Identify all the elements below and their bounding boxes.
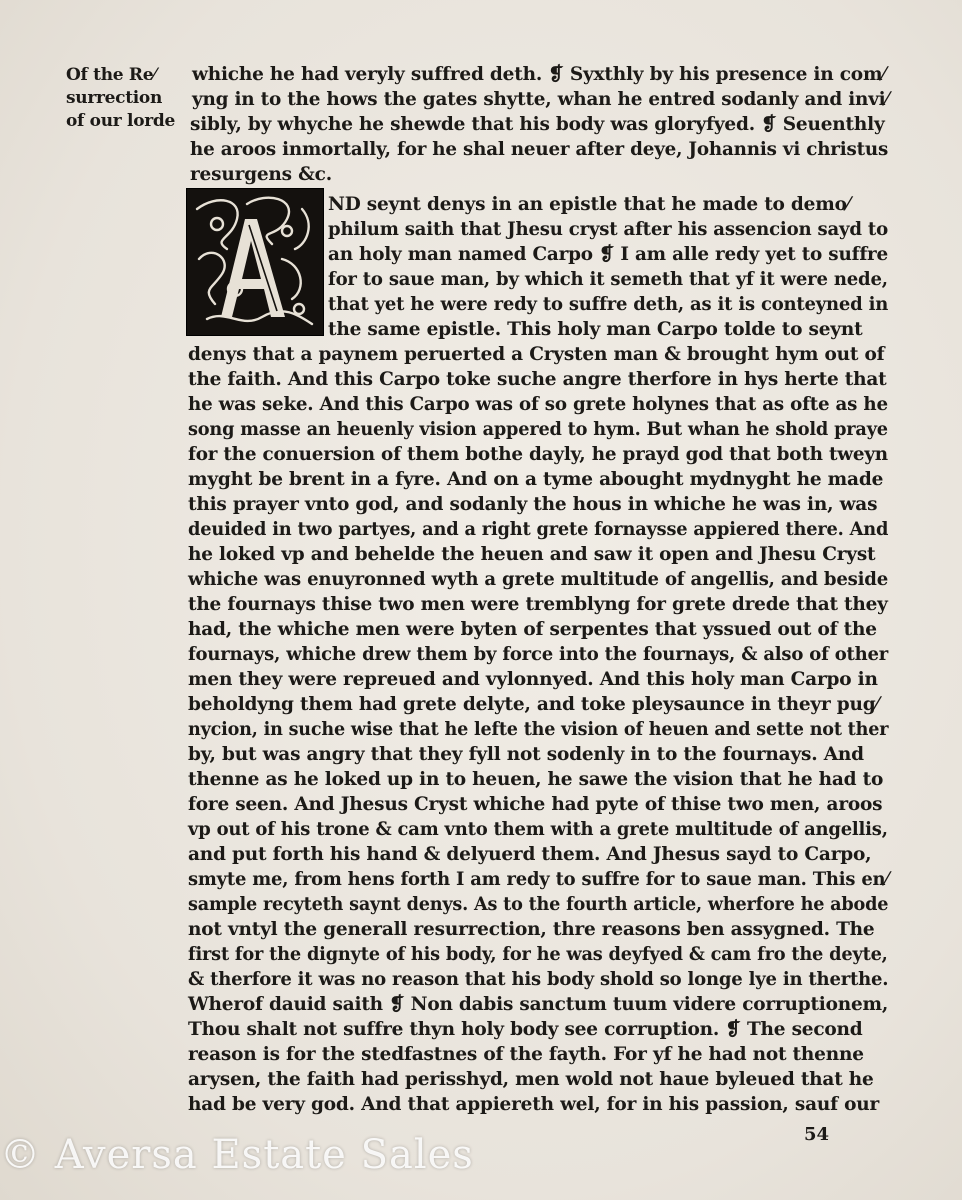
text-line: & therfore it was no reason that his body shold so longe lye in therthe. <box>188 969 889 990</box>
text-line: the faith. And this Carpo toke suche angre therfore in hys herte that <box>188 369 887 390</box>
text-line: beholdyng them had grete delyte, and toke pleysaunce in theyr pug⁄ <box>188 694 879 715</box>
text-line: Thou shalt not suffre thyn holy body see corruption. ❡ The second <box>188 1019 863 1040</box>
text-line: myght be brent in a fyre. And on a tyme abought mydnyght he made <box>188 469 884 490</box>
text-line: sample recyteth saynt denys. As to the fourth article, wherfore he abode <box>188 894 889 915</box>
page-number: 54 <box>804 1124 830 1145</box>
margin-note-line: of our lorde <box>66 111 176 131</box>
text-line: resurgens &c. <box>190 164 332 185</box>
text-line: ND seynt denys in an epistle that he made to demo⁄ <box>328 194 850 215</box>
text-line: not vntyl the generall resurrection, thre reasons ben assygned. The <box>188 919 875 940</box>
margin-note <box>66 64 186 133</box>
text-line: that yet he were redy to suffre deth, as it is conteyned in <box>328 294 889 315</box>
text-line: by, but was angry that they fyll not sodenly in to the fournays. And <box>188 744 864 765</box>
text-line: whiche he had veryly suffred deth. ❡ Syxthly by his presence in com⁄ <box>192 64 886 85</box>
text-line: reason is for the stedfastnes of the fayth. For yf he had not thenne <box>188 1044 864 1065</box>
text-line: first for the dignyte of his body, for he was deyfyed & cam fro the deyte, <box>188 944 888 965</box>
text-line: men they were repreued and vylonnyed. And this holy man Carpo in <box>188 669 878 690</box>
margin-note-line: Of the Re⁄ <box>66 65 156 85</box>
text-line: thenne as he loked up in to heuen, he sawe the vision that he had to <box>188 769 884 790</box>
text-line: deuided in two partyes, and a right grete fornaysse appiered there. And <box>188 519 889 540</box>
text-line: philum saith that Jhesu cryst after his assencion sayd to <box>328 219 888 240</box>
text-line: he was seke. And this Carpo was of so grete holynes that as ofte as he <box>188 394 888 415</box>
text-line: sibly, by whyche he shewde that his body was gloryfyed. ❡ Seuenthly <box>190 114 885 135</box>
text-line: for the conuersion of them bothe dayly, he prayd god that both tweyn <box>188 444 888 465</box>
text-line: whiche was enuyronned wyth a grete multitude of angellis, and beside <box>188 569 889 590</box>
text-line: for to saue man, by which it semeth that yf it were nede, <box>328 269 888 290</box>
text-line: had, the whiche men were byten of serpentes that yssued out of the <box>188 619 877 640</box>
text-line: yng in to the hows the gates shytte, whan he entred sodanly and invi⁄ <box>192 89 889 110</box>
text-line: this prayer vnto god, and sodanly the hous in whiche he was in, was <box>188 494 878 515</box>
text-line: fournays, whiche drew them by force into the fournays, & also of other <box>188 644 889 665</box>
text-line: nycion, in suche wise that he lefte the vision of heuen and sette not ther <box>188 719 889 740</box>
text-line: had be very god. And that appiereth wel, for in his passion, sauf our <box>188 1094 880 1115</box>
text-line: and put forth his hand & delyuerd them. And Jhesus sayd to Carpo, <box>188 844 872 865</box>
text-line: vp out of his trone & cam vnto them with a grete multitude of angellis, <box>188 819 888 840</box>
copyright-watermark: © Aversa Estate Sales <box>0 1132 474 1178</box>
text-line: he aroos inmortally, for he shal neuer after deye, Johannis vi christus <box>190 139 889 160</box>
decorated-initial-a-icon <box>186 188 324 336</box>
text-line: smyte me, from hens forth I am redy to suffre for to saue man. This en⁄ <box>188 869 889 890</box>
text-line: fore seen. And Jhesus Cryst whiche had pyte of thise two men, aroos <box>188 794 883 815</box>
text-line: he loked vp and behelde the heuen and saw it open and Jhesu Cryst <box>188 544 876 565</box>
text-line: the same epistle. This holy man Carpo tolde to seynt <box>328 319 863 340</box>
text-line: an holy man named Carpo ❡ I am alle redy yet to suffre <box>328 244 889 265</box>
text-line: the fournays thise two men were tremblyng for grete drede that they <box>188 594 888 615</box>
text-line: denys that a paynem peruerted a Crysten man & brought hym out of <box>188 344 885 365</box>
text-line: Wherof dauid saith ❡ Non dabis sanctum tuum videre corruptionem, <box>188 994 889 1015</box>
text-line: arysen, the faith had perisshyd, men wold not haue byleued that he <box>188 1069 874 1090</box>
text-line: song masse an heuenly vision appered to hym. But whan he shold praye <box>188 419 888 440</box>
margin-note-line: surrection <box>66 88 163 108</box>
